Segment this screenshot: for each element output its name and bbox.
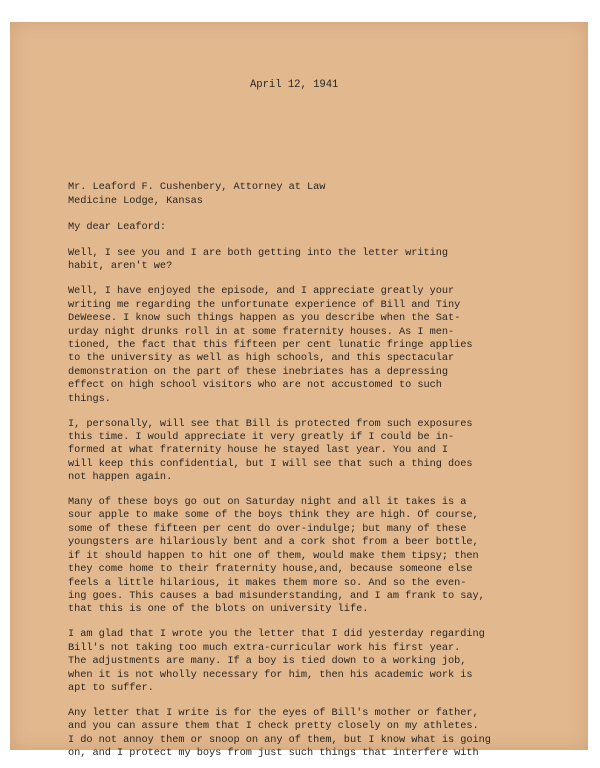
paragraph-2-line-2: writing me regarding the unfortunate experience of Bill and Tiny xyxy=(68,298,461,311)
paragraph-5-line-1: I am glad that I wrote you the letter that I did yesterday regarding xyxy=(68,628,485,641)
paragraph-6-line-2: and you can assure them that I check pretty closely on my athletes. xyxy=(68,720,479,733)
paragraph-2-line-1: Well, I have enjoyed the episode, and I appreciate greatly your xyxy=(68,285,455,298)
salutation: My dear Leaford: xyxy=(68,221,167,233)
paragraph-4-line-2: sour apple to make some of the boys think they are high. Of course, xyxy=(68,509,479,522)
paragraph-4-line-8: ing goes. This causes a bad misunderstanding, and I am frank to say, xyxy=(68,589,485,602)
recipient-name-line: Mr. Leaford F. Cushenbery, Attorney at Law xyxy=(68,181,326,193)
letter-page xyxy=(10,22,588,760)
paragraph-2-line-6: to the university as well as high schools, and this spectacular xyxy=(68,352,455,365)
paragraph-3-line-4: will keep this confidential, but I will see that such a thing does xyxy=(68,457,473,470)
paragraph-1-line-2: habit, aren't we? xyxy=(68,260,173,273)
paragraph-4-line-4: youngsters are hilariously bent and a cork shot from a beer bottle, xyxy=(68,536,479,549)
paragraph-3-line-2: this time. I would appreciate it very greatly if I could be in- xyxy=(68,430,455,443)
recipient-location-line: Medicine Lodge, Kansas xyxy=(68,195,203,207)
paragraph-3-line-3: formed at what fraternity house he stayed last year. You and I xyxy=(68,444,449,457)
paragraph-4-line-9: that this is one of the blots on university life. xyxy=(68,603,369,616)
paragraph-4-line-7: feels a little hilarious, it makes them more so. And so the even- xyxy=(68,576,467,589)
paragraph-1-line-1: Well, I see you and I are both getting into the letter writing xyxy=(68,247,449,259)
paragraph-4-line-1: Many of these boys go out on Saturday night and all it takes is a xyxy=(68,496,467,509)
paragraph-2-line-8: effect on high school visitors who are not accustomed to such xyxy=(68,379,442,392)
paragraph-4-line-5: if it should happen to hit one of them, would make them tipsy; then xyxy=(68,549,479,562)
paragraph-2-line-9: things. xyxy=(68,392,111,405)
paragraph-5-line-2: Bill's not taking too much extra-curricular work his first year. xyxy=(68,641,461,654)
paragraph-4-line-3: some of these fifteen per cent do over-indulge; but many of these xyxy=(68,522,467,535)
paragraph-2-line-4: urday night drunks roll in at some fraternity houses. As I men- xyxy=(68,325,455,338)
paragraph-2-line-5: tioned, the fact that this fifteen per cent lunatic fringe applies xyxy=(68,338,473,351)
paragraph-5-line-4: when it is not wholly necessary for him, then his academic work is xyxy=(68,668,473,681)
paragraph-6-line-3: I do not annoy them or snoop on any of them, but I know what is going xyxy=(68,733,491,746)
paragraph-2-line-7: demonstration on the part of these inebriates has a depressing xyxy=(68,365,449,378)
paragraph-4-line-6: they come home to their fraternity house,and, because someone else xyxy=(68,563,473,576)
paragraph-6-line-4: on, and I protect my boys from just such things that interfere with xyxy=(68,747,479,760)
paragraph-2-line-3: DeWeese. I know such things happen as you describe when the Sat- xyxy=(68,312,461,325)
letter-date: April 12, 1941 xyxy=(250,79,339,91)
paragraph-5-line-5: apt to suffer. xyxy=(68,681,154,694)
paragraph-3-line-1: I, personally, will see that Bill is protected from such exposures xyxy=(68,417,473,430)
paragraph-3-line-5: not happen again. xyxy=(68,471,173,484)
paragraph-5-line-3: The adjustments are many. If a boy is tied down to a working job, xyxy=(68,655,467,668)
paragraph-6-line-1: Any letter that I write is for the eyes of Bill's mother or father, xyxy=(68,706,479,719)
